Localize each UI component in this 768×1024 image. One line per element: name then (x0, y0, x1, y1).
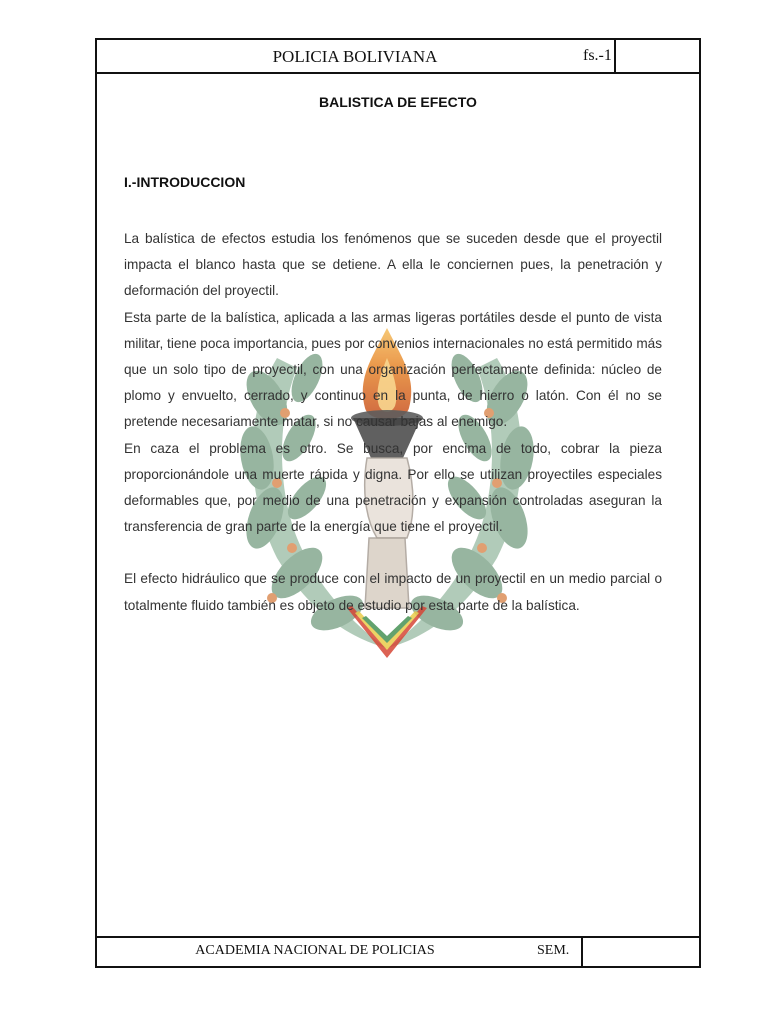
footer-sem-label: SEM. (537, 943, 570, 958)
paragraph-1: La balística de efectos estudia los fenómenos que se suceden desde que el proyectil impacta el blanco hasta que se detiene. A ella le conciernen pues, la penetración y deformación del proyectil. (124, 231, 662, 299)
footer-institution: ACADEMIA NACIONAL DE POLICIAS (195, 943, 435, 958)
header-title: POLICIA BOLIVIANA (272, 47, 438, 66)
header-divider (614, 40, 616, 72)
document-title: BALISTICA DE EFECTO (319, 94, 477, 110)
paragraph-4: El efecto hidráulico que se produce con el impacto de un proyectil en un medio parcial o totalmente fluido también es objeto de estudio por esta parte de la balística. (124, 571, 662, 613)
page-footer (97, 936, 699, 966)
document-frame (95, 38, 701, 968)
body-text (124, 226, 662, 619)
page-header (97, 40, 699, 74)
section-title: I.-INTRODUCCION (124, 174, 246, 190)
paragraph-3: En caza el problema es otro. Se busca, por encima de todo, cobrar la pieza proporcionándole una muerte rápida y digna. Por ello se utilizan proyectiles especiales deformables que, por medio de una penetración y expansión controladas aseguran la transferencia de gran parte de la energía que tiene el proyectil. (124, 440, 662, 535)
folio-number: fs.-1 (583, 47, 612, 64)
paragraph-2: Esta parte de la balística, aplicada a las armas ligeras portátiles desde el punto de vista militar, tiene poca importancia, pues por convenios internacionales no está permitido más que un solo tipo de proyectil, con una organización perfectamente definida: núcleo de plomo y envuelto, cerrado, y continuo en la punta, de hierro o latón. Con él no se pretende necesariamente matar, si no causar bajas al enemigo. (124, 309, 662, 430)
footer-divider (581, 938, 583, 966)
